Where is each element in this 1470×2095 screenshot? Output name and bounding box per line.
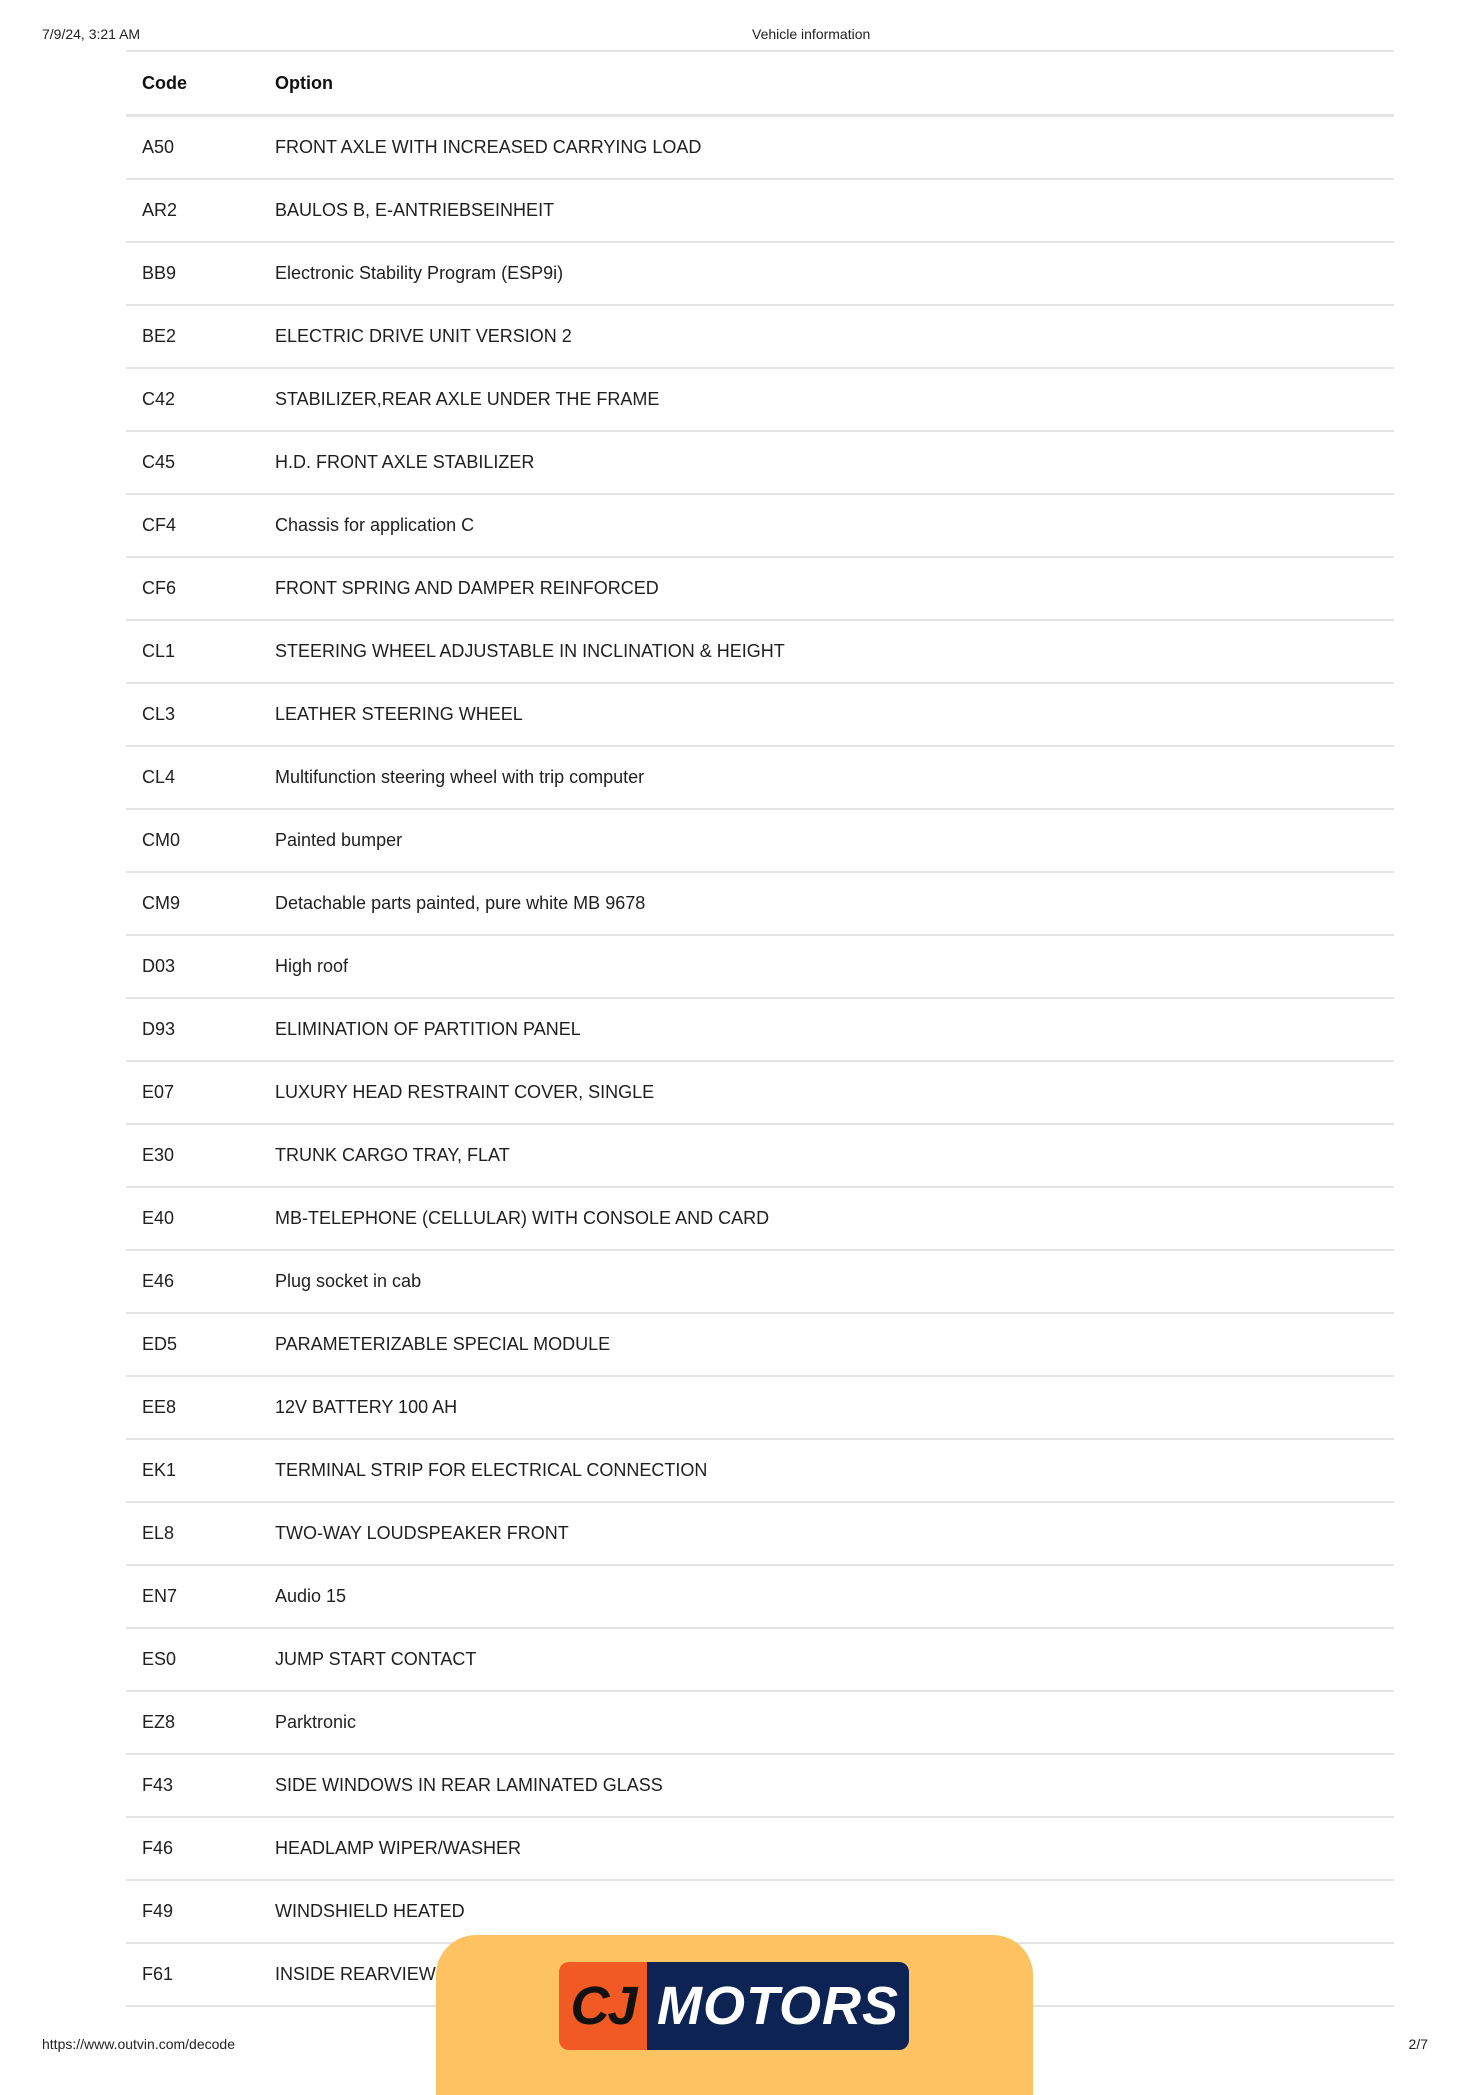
option-code: BE2 (142, 326, 177, 346)
option-code: C45 (142, 452, 176, 472)
options-table (126, 50, 1394, 2007)
table-row (126, 1188, 1394, 1251)
option-code: ES0 (142, 1649, 177, 1669)
table-row (126, 1629, 1394, 1692)
option-code: CL4 (142, 767, 176, 787)
option-code: E40 (142, 1208, 175, 1228)
footer-url: https://www.outvin.com/decode (42, 2036, 235, 2052)
table-row (126, 1755, 1394, 1818)
option-description: SIDE WINDOWS IN REAR LAMINATED GLASS (275, 1775, 663, 1795)
table-row (126, 999, 1394, 1062)
option-description: TERMINAL STRIP FOR ELECTRICAL CONNECTION (275, 1460, 708, 1480)
option-code: F61 (142, 1964, 174, 1984)
table-row (126, 1692, 1394, 1755)
option-code: BB9 (142, 263, 177, 283)
option-description: Audio 15 (275, 1586, 347, 1606)
option-description: ELECTRIC DRIVE UNIT VERSION 2 (275, 326, 572, 346)
option-code: AR2 (142, 200, 178, 220)
option-description: Electronic Stability Program (ESP9i) (275, 263, 564, 283)
print-date: 7/9/24, 3:21 AM (42, 26, 141, 42)
table-body (126, 117, 1394, 2007)
option-description: TWO-WAY LOUDSPEAKER FRONT (275, 1523, 569, 1543)
option-code: F43 (142, 1775, 174, 1795)
page-number: 2/7 (1408, 2036, 1428, 2052)
option-code: CM0 (142, 830, 181, 850)
option-description: WINDSHIELD HEATED (275, 1901, 465, 1921)
option-description: STABILIZER,REAR AXLE UNDER THE FRAME (275, 389, 660, 409)
option-code: E46 (142, 1271, 175, 1291)
table-row (126, 1125, 1394, 1188)
option-description: ELIMINATION OF PARTITION PANEL (275, 1019, 581, 1039)
option-description: MB-TELEPHONE (CELLULAR) WITH CONSOLE AND CARD (275, 1208, 770, 1228)
option-description: INSIDE REARVIEW (275, 1964, 436, 1984)
option-code: EN7 (142, 1586, 178, 1606)
option-code: F46 (142, 1838, 174, 1858)
option-description: High roof (275, 956, 349, 976)
table-row (126, 621, 1394, 684)
table-row (126, 495, 1394, 558)
option-code: D03 (142, 956, 176, 976)
table-row (126, 684, 1394, 747)
table-row (126, 747, 1394, 810)
option-description: Painted bumper (275, 830, 403, 850)
option-description: H.D. FRONT AXLE STABILIZER (275, 452, 535, 472)
option-code: A50 (142, 137, 175, 157)
code-column-header: Code (142, 72, 187, 93)
table-row (126, 243, 1394, 306)
option-code: C42 (142, 389, 176, 409)
option-code: CF6 (142, 578, 177, 598)
option-description: Detachable parts painted, pure white MB 9678 (275, 893, 646, 913)
cj-motors-logo (559, 1962, 909, 2050)
table-row (126, 873, 1394, 936)
option-description: FRONT AXLE WITH INCREASED CARRYING LOAD (275, 137, 702, 157)
logo-motors-wordmark: MOTORS (647, 1962, 909, 2050)
option-code: EE8 (142, 1397, 177, 1417)
table-row (126, 432, 1394, 495)
table-row (126, 180, 1394, 243)
option-description: 12V BATTERY 100 AH (275, 1397, 458, 1417)
table-row (126, 936, 1394, 999)
option-code: D93 (142, 1019, 176, 1039)
cj-motors-banner (436, 1935, 1033, 2095)
table-row (126, 1440, 1394, 1503)
table-row (126, 810, 1394, 873)
option-code: EZ8 (142, 1712, 176, 1732)
option-description: TRUNK CARGO TRAY, FLAT (275, 1145, 510, 1165)
table-row (126, 1377, 1394, 1440)
table-row (126, 1062, 1394, 1125)
option-code: E07 (142, 1082, 175, 1102)
option-code: EL8 (142, 1523, 175, 1543)
logo-cj-mark: CJ (559, 1962, 647, 2050)
option-description: Multifunction steering wheel with trip computer (275, 767, 645, 787)
option-description: Chassis for application C (275, 515, 475, 535)
table-row (126, 117, 1394, 180)
option-description: HEADLAMP WIPER/WASHER (275, 1838, 522, 1858)
option-code: E30 (142, 1145, 175, 1165)
option-description: LEATHER STEERING WHEEL (275, 704, 523, 724)
table-row (126, 369, 1394, 432)
option-column-header: Option (275, 72, 333, 93)
option-description: STEERING WHEEL ADJUSTABLE IN INCLINATION & HEIGHT (275, 641, 785, 661)
option-description: Plug socket in cab (275, 1271, 422, 1291)
table-row (126, 1251, 1394, 1314)
option-code: CL1 (142, 641, 176, 661)
option-description: FRONT SPRING AND DAMPER REINFORCED (275, 578, 659, 598)
option-code: CM9 (142, 893, 181, 913)
option-description: JUMP START CONTACT (275, 1649, 477, 1669)
option-description: LUXURY HEAD RESTRAINT COVER, SINGLE (275, 1082, 655, 1102)
option-code: CL3 (142, 704, 176, 724)
option-code: EK1 (142, 1460, 177, 1480)
option-description: Parktronic (275, 1712, 357, 1732)
table-row (126, 1503, 1394, 1566)
option-description: PARAMETERIZABLE SPECIAL MODULE (275, 1334, 611, 1354)
table-row (126, 1314, 1394, 1377)
page-title: Vehicle information (752, 26, 871, 42)
table-header (126, 52, 1394, 117)
table-row (126, 558, 1394, 621)
table-row (126, 1818, 1394, 1881)
option-code: CF4 (142, 515, 177, 535)
option-code: F49 (142, 1901, 174, 1921)
option-code: ED5 (142, 1334, 178, 1354)
table-row (126, 1566, 1394, 1629)
table-row (126, 306, 1394, 369)
option-description: BAULOS B, E-ANTRIEBSEINHEIT (275, 200, 555, 220)
